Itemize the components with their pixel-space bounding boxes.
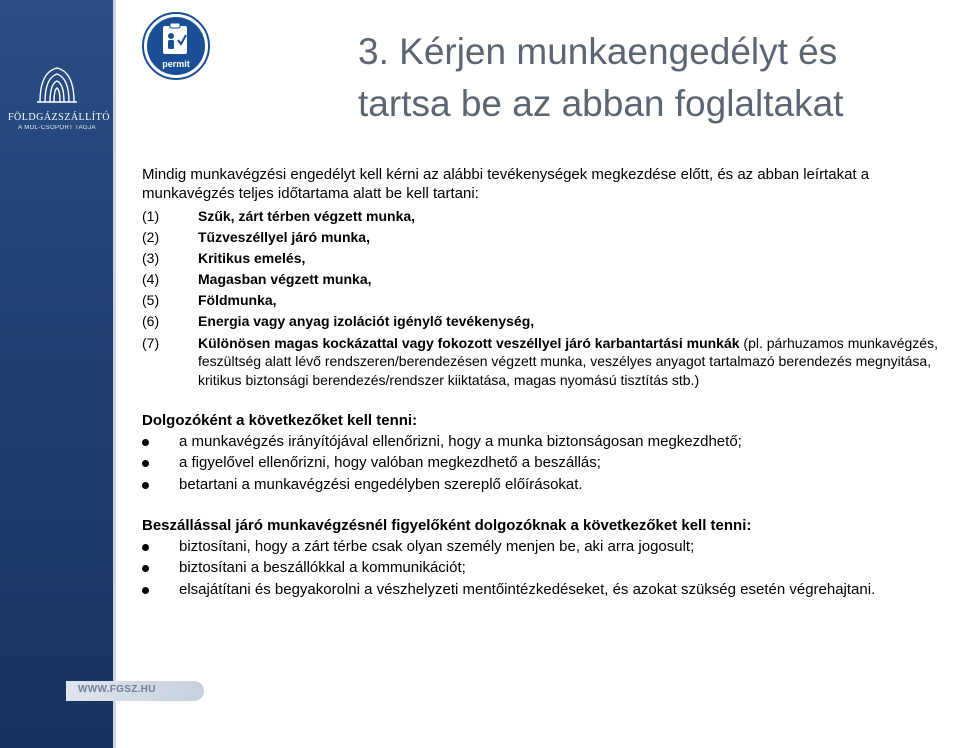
item-note: (pl. párhuzamos munkavégzés, feszültség alatt lévő rendszeren/berendezésen végzett munka, veszélyes anyagot tartalmazó berendezés megnyitása, kritikus biztonsági berendezés/rendszer kiiktatása, magas nyomású tisztítás stb.) bbox=[198, 334, 938, 388]
item-text-bold: Különösen magas kockázattal vagy fokozott veszéllyel járó karbantartási munkák bbox=[198, 334, 740, 351]
list-item bbox=[142, 433, 959, 452]
list-item bbox=[142, 249, 959, 268]
list-item bbox=[142, 207, 959, 226]
item-number: (5) bbox=[142, 292, 160, 309]
item-text: a figyelővel ellenőrizni, hogy valóban megkezdhető a beszállás; bbox=[179, 454, 601, 472]
list-item bbox=[142, 476, 959, 495]
list-item bbox=[142, 559, 959, 578]
website-link[interactable]: WWW.FGSZ.HU bbox=[78, 684, 156, 695]
workers-list bbox=[142, 433, 959, 495]
page-title bbox=[358, 26, 958, 130]
item-text: biztosítani, hogy a zárt térbe csak olyan személy menjen be, aki arra jogosult; bbox=[179, 537, 695, 555]
list-item bbox=[142, 454, 959, 473]
permit-label: permit bbox=[162, 59, 190, 69]
title-line-2: tartsa be az abban foglaltakat bbox=[358, 83, 844, 124]
item-number: (3) bbox=[142, 250, 160, 267]
workers-heading: Dolgozóként a következőket kell tenni: bbox=[142, 412, 418, 430]
list-item bbox=[142, 228, 959, 247]
title-line-1: 3. Kérjen munkaengedélyt és bbox=[358, 31, 838, 72]
permit-icon bbox=[142, 12, 210, 80]
list-item bbox=[142, 581, 959, 600]
sidebar-divider bbox=[113, 0, 116, 748]
item-text bbox=[198, 334, 959, 390]
list-item bbox=[142, 334, 959, 390]
list-item bbox=[142, 538, 959, 557]
item-number: (6) bbox=[142, 313, 160, 330]
item-text: a munkavégzés irányítójával ellenőrizni, hogy a munka biztonságosan megkezdhető; bbox=[179, 432, 742, 450]
item-number: (1) bbox=[142, 208, 160, 224]
item-number: (2) bbox=[142, 229, 160, 246]
item-text: Kritikus emelés, bbox=[198, 250, 306, 267]
intro-text: Mindig munkavégzési engedélyt kell kérni az alábbi tevékenységek megkezdése előtt, és az abban leírtakat a munkavégzés teljes időtartama alatt be kell tartani: bbox=[142, 166, 870, 202]
item-text: Energia vagy anyag izolációt igénylő tevékenység, bbox=[198, 313, 535, 330]
watchers-list bbox=[142, 538, 959, 600]
item-text: betartani a munkavégzési engedélyben szereplő előírásokat. bbox=[179, 475, 583, 493]
item-text: elsajátítani és begyakorolni a vészhelyzeti mentőintézkedéseket, és azokat szükség esetén végrehajtani. bbox=[179, 580, 876, 598]
item-number: (4) bbox=[142, 271, 160, 288]
logo-name: FÖLDGÁZSZÁLLÍTÓ bbox=[8, 112, 110, 123]
main-content bbox=[142, 166, 959, 602]
item-text: Földmunka, bbox=[198, 292, 277, 309]
item-text: Magasban végzett munka, bbox=[198, 271, 372, 288]
item-number: (7) bbox=[142, 334, 160, 351]
activity-list bbox=[142, 207, 959, 389]
company-logo bbox=[8, 62, 110, 131]
watchers-heading: Beszállással járó munkavégzésnél figyelőként dolgozóknak a következőket kell tenni: bbox=[142, 517, 752, 535]
shell-logo-icon bbox=[34, 62, 80, 108]
item-text: Tűzveszéllyel járó munka, bbox=[198, 229, 370, 246]
list-item bbox=[142, 291, 959, 310]
item-text: biztosítani a beszállókkal a kommunikációt; bbox=[179, 559, 466, 577]
list-item bbox=[142, 312, 959, 331]
item-text: Szűk, zárt térben végzett munka, bbox=[198, 208, 416, 224]
list-item bbox=[142, 270, 959, 289]
logo-subtitle: A MOL-CSOPORT TAGJA bbox=[18, 125, 96, 131]
